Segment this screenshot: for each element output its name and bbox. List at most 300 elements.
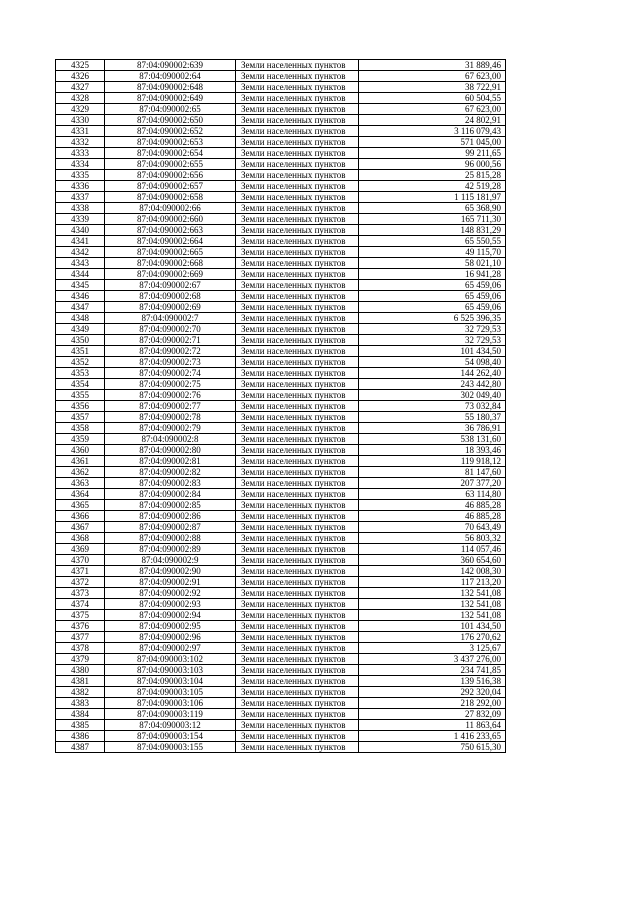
cadastral-value-cell: 32 729,53 [359, 335, 506, 346]
cadastral-number-cell: 87:04:090002:93 [105, 599, 236, 610]
cadastral-value-cell: 73 032,84 [359, 401, 506, 412]
cadastral-number-cell: 87:04:090002:65 [105, 104, 236, 115]
land-category-cell: Земли населенных пунктов [236, 225, 359, 236]
cadastral-number-cell: 87:04:090002:664 [105, 236, 236, 247]
row-number-cell: 4330 [56, 115, 105, 126]
cadastral-value-cell: 176 270,62 [359, 632, 506, 643]
table-row [56, 71, 506, 82]
table-row [56, 544, 506, 555]
table-row [56, 742, 506, 753]
land-category-cell: Земли населенных пунктов [236, 324, 359, 335]
land-category-cell: Земли населенных пунктов [236, 412, 359, 423]
row-number-cell: 4375 [56, 610, 105, 621]
cadastral-number-cell: 87:04:090002:84 [105, 489, 236, 500]
table-row [56, 280, 506, 291]
row-number-cell: 4365 [56, 500, 105, 511]
cadastral-number-cell: 87:04:090002:639 [105, 60, 236, 71]
row-number-cell: 4326 [56, 71, 105, 82]
cadastral-number-cell: 87:04:090002:652 [105, 126, 236, 137]
land-category-cell: Земли населенных пунктов [236, 368, 359, 379]
row-number-cell: 4358 [56, 423, 105, 434]
cadastral-number-cell: 87:04:090002:83 [105, 478, 236, 489]
cadastral-value-cell: 1 115 181,97 [359, 192, 506, 203]
row-number-cell: 4380 [56, 665, 105, 676]
cadastral-value-cell: 101 434,50 [359, 346, 506, 357]
cadastral-value-cell: 25 815,28 [359, 170, 506, 181]
cadastral-value-cell: 3 125,67 [359, 643, 506, 654]
cadastral-value-cell: 38 722,91 [359, 82, 506, 93]
cadastral-value-cell: 117 213,20 [359, 577, 506, 588]
land-category-cell: Земли населенных пунктов [236, 82, 359, 93]
land-category-cell: Земли населенных пунктов [236, 434, 359, 445]
land-category-cell: Земли населенных пунктов [236, 665, 359, 676]
land-category-cell: Земли населенных пунктов [236, 621, 359, 632]
cadastral-value-cell: 24 802,91 [359, 115, 506, 126]
cadastral-number-cell: 87:04:090003:105 [105, 687, 236, 698]
land-category-cell: Земли населенных пунктов [236, 346, 359, 357]
land-category-cell: Земли населенных пунктов [236, 401, 359, 412]
cadastral-number-cell: 87:04:090002:74 [105, 368, 236, 379]
table-row [56, 731, 506, 742]
row-number-cell: 4325 [56, 60, 105, 71]
cadastral-value-cell: 54 098,40 [359, 357, 506, 368]
cadastral-value-cell: 96 000,56 [359, 159, 506, 170]
cadastral-number-cell: 87:04:090002:76 [105, 390, 236, 401]
land-category-cell: Земли населенных пунктов [236, 500, 359, 511]
document-page [55, 59, 506, 753]
land-category-cell: Земли населенных пунктов [236, 643, 359, 654]
table-row [56, 599, 506, 610]
row-number-cell: 4346 [56, 291, 105, 302]
table-row [56, 533, 506, 544]
land-category-cell: Земли населенных пунктов [236, 731, 359, 742]
table-row [56, 324, 506, 335]
cadastral-value-cell: 114 057,46 [359, 544, 506, 555]
cadastral-number-cell: 87:04:090002:87 [105, 522, 236, 533]
row-number-cell: 4347 [56, 302, 105, 313]
cadastral-value-cell: 132 541,08 [359, 588, 506, 599]
row-number-cell: 4381 [56, 676, 105, 687]
land-category-cell: Земли населенных пунктов [236, 544, 359, 555]
row-number-cell: 4334 [56, 159, 105, 170]
table-row [56, 225, 506, 236]
cadastral-value-cell: 49 115,70 [359, 247, 506, 258]
table-row [56, 148, 506, 159]
table-row [56, 588, 506, 599]
table-row [56, 709, 506, 720]
cadastral-value-cell: 139 516,38 [359, 676, 506, 687]
cadastral-number-cell: 87:04:090002:85 [105, 500, 236, 511]
cadastral-number-cell: 87:04:090003:106 [105, 698, 236, 709]
row-number-cell: 4363 [56, 478, 105, 489]
table-row [56, 390, 506, 401]
table-row [56, 720, 506, 731]
land-category-cell: Земли населенных пунктов [236, 698, 359, 709]
land-category-cell: Земли населенных пунктов [236, 720, 359, 731]
cadastral-value-cell: 31 889,46 [359, 60, 506, 71]
table-row [56, 170, 506, 181]
cadastral-number-cell: 87:04:090002:67 [105, 280, 236, 291]
cadastral-value-cell: 234 741,85 [359, 665, 506, 676]
table-row [56, 159, 506, 170]
land-category-cell: Земли населенных пунктов [236, 610, 359, 621]
cadastral-number-cell: 87:04:090002:657 [105, 181, 236, 192]
cadastral-number-cell: 87:04:090002:78 [105, 412, 236, 423]
land-cadastre-table [55, 59, 506, 753]
cadastral-value-cell: 67 623,00 [359, 71, 506, 82]
row-number-cell: 4361 [56, 456, 105, 467]
cadastral-number-cell: 87:04:090002:79 [105, 423, 236, 434]
row-number-cell: 4353 [56, 368, 105, 379]
cadastral-number-cell: 87:04:090002:97 [105, 643, 236, 654]
land-category-cell: Земли населенных пунктов [236, 93, 359, 104]
row-number-cell: 4369 [56, 544, 105, 555]
cadastral-value-cell: 750 615,30 [359, 742, 506, 753]
row-number-cell: 4378 [56, 643, 105, 654]
row-number-cell: 4370 [56, 555, 105, 566]
row-number-cell: 4385 [56, 720, 105, 731]
cadastral-number-cell: 87:04:090002:72 [105, 346, 236, 357]
land-category-cell: Земли населенных пунктов [236, 247, 359, 258]
land-category-cell: Земли населенных пунктов [236, 599, 359, 610]
cadastral-number-cell: 87:04:090002:658 [105, 192, 236, 203]
cadastral-number-cell: 87:04:090002:665 [105, 247, 236, 258]
land-category-cell: Земли населенных пунктов [236, 390, 359, 401]
table-row [56, 643, 506, 654]
cadastral-number-cell: 87:04:090002:70 [105, 324, 236, 335]
row-number-cell: 4327 [56, 82, 105, 93]
cadastral-value-cell: 571 045,00 [359, 137, 506, 148]
row-number-cell: 4337 [56, 192, 105, 203]
table-row [56, 379, 506, 390]
table-row [56, 269, 506, 280]
row-number-cell: 4344 [56, 269, 105, 280]
cadastral-value-cell: 81 147,60 [359, 467, 506, 478]
land-category-cell: Земли населенных пунктов [236, 654, 359, 665]
cadastral-number-cell: 87:04:090002:7 [105, 313, 236, 324]
table-row [56, 60, 506, 71]
cadastral-number-cell: 87:04:090002:650 [105, 115, 236, 126]
cadastral-value-cell: 42 519,28 [359, 181, 506, 192]
table-row [56, 654, 506, 665]
table-row [56, 291, 506, 302]
land-category-cell: Земли населенных пунктов [236, 126, 359, 137]
land-category-cell: Земли населенных пунктов [236, 236, 359, 247]
cadastral-number-cell: 87:04:090003:102 [105, 654, 236, 665]
row-number-cell: 4343 [56, 258, 105, 269]
cadastral-number-cell: 87:04:090002:89 [105, 544, 236, 555]
row-number-cell: 4377 [56, 632, 105, 643]
cadastral-number-cell: 87:04:090002:66 [105, 203, 236, 214]
cadastral-number-cell: 87:04:090002:69 [105, 302, 236, 313]
cadastral-value-cell: 119 918,12 [359, 456, 506, 467]
table-row [56, 203, 506, 214]
cadastral-value-cell: 3 437 276,00 [359, 654, 506, 665]
land-category-cell: Земли населенных пунктов [236, 489, 359, 500]
table-row [56, 434, 506, 445]
table-row [56, 82, 506, 93]
row-number-cell: 4373 [56, 588, 105, 599]
table-row [56, 214, 506, 225]
row-number-cell: 4360 [56, 445, 105, 456]
cadastral-value-cell: 65 459,06 [359, 280, 506, 291]
cadastral-number-cell: 87:04:090002:68 [105, 291, 236, 302]
land-category-cell: Земли населенных пунктов [236, 522, 359, 533]
land-category-cell: Земли населенных пунктов [236, 676, 359, 687]
cadastral-value-cell: 302 049,40 [359, 390, 506, 401]
row-number-cell: 4362 [56, 467, 105, 478]
cadastral-number-cell: 87:04:090002:669 [105, 269, 236, 280]
land-category-cell: Земли населенных пунктов [236, 511, 359, 522]
cadastral-number-cell: 87:04:090002:92 [105, 588, 236, 599]
table-body [56, 60, 506, 753]
cadastral-number-cell: 87:04:090002:64 [105, 71, 236, 82]
row-number-cell: 4386 [56, 731, 105, 742]
land-category-cell: Земли населенных пунктов [236, 379, 359, 390]
table-row [56, 313, 506, 324]
table-row [56, 368, 506, 379]
land-category-cell: Земли населенных пунктов [236, 478, 359, 489]
cadastral-value-cell: 218 292,00 [359, 698, 506, 709]
cadastral-value-cell: 148 831,29 [359, 225, 506, 236]
cadastral-number-cell: 87:04:090002:91 [105, 577, 236, 588]
cadastral-value-cell: 1 416 233,65 [359, 731, 506, 742]
cadastral-number-cell: 87:04:090002:95 [105, 621, 236, 632]
cadastral-number-cell: 87:04:090002:88 [105, 533, 236, 544]
table-row [56, 566, 506, 577]
row-number-cell: 4332 [56, 137, 105, 148]
cadastral-value-cell: 32 729,53 [359, 324, 506, 335]
table-row [56, 126, 506, 137]
land-category-cell: Земли населенных пунктов [236, 115, 359, 126]
land-category-cell: Земли населенных пунктов [236, 159, 359, 170]
cadastral-number-cell: 87:04:090002:648 [105, 82, 236, 93]
cadastral-number-cell: 87:04:090003:119 [105, 709, 236, 720]
row-number-cell: 4342 [56, 247, 105, 258]
table-row [56, 500, 506, 511]
row-number-cell: 4372 [56, 577, 105, 588]
cadastral-number-cell: 87:04:090003:12 [105, 720, 236, 731]
land-category-cell: Земли населенных пунктов [236, 423, 359, 434]
row-number-cell: 4354 [56, 379, 105, 390]
cadastral-value-cell: 142 008,30 [359, 566, 506, 577]
row-number-cell: 4338 [56, 203, 105, 214]
land-category-cell: Земли населенных пунктов [236, 467, 359, 478]
cadastral-value-cell: 3 116 079,43 [359, 126, 506, 137]
row-number-cell: 4341 [56, 236, 105, 247]
land-category-cell: Земли населенных пунктов [236, 742, 359, 753]
row-number-cell: 4340 [56, 225, 105, 236]
cadastral-value-cell: 55 180,37 [359, 412, 506, 423]
cadastral-number-cell: 87:04:090003:155 [105, 742, 236, 753]
table-row [56, 346, 506, 357]
cadastral-number-cell: 87:04:090002:663 [105, 225, 236, 236]
table-row [56, 511, 506, 522]
table-row [56, 181, 506, 192]
land-category-cell: Земли населенных пунктов [236, 148, 359, 159]
row-number-cell: 4348 [56, 313, 105, 324]
row-number-cell: 4328 [56, 93, 105, 104]
cadastral-number-cell: 87:04:090002:75 [105, 379, 236, 390]
cadastral-value-cell: 65 459,06 [359, 302, 506, 313]
row-number-cell: 4351 [56, 346, 105, 357]
row-number-cell: 4367 [56, 522, 105, 533]
cadastral-number-cell: 87:04:090003:154 [105, 731, 236, 742]
cadastral-value-cell: 67 623,00 [359, 104, 506, 115]
row-number-cell: 4356 [56, 401, 105, 412]
row-number-cell: 4371 [56, 566, 105, 577]
table-row [56, 445, 506, 456]
table-row [56, 302, 506, 313]
table-row [56, 698, 506, 709]
table-row [56, 357, 506, 368]
cadastral-value-cell: 292 320,04 [359, 687, 506, 698]
table-row [56, 115, 506, 126]
row-number-cell: 4349 [56, 324, 105, 335]
row-number-cell: 4364 [56, 489, 105, 500]
cadastral-value-cell: 60 504,55 [359, 93, 506, 104]
land-category-cell: Земли населенных пунктов [236, 302, 359, 313]
cadastral-number-cell: 87:04:090002:80 [105, 445, 236, 456]
row-number-cell: 4366 [56, 511, 105, 522]
row-number-cell: 4357 [56, 412, 105, 423]
land-category-cell: Земли населенных пунктов [236, 104, 359, 115]
cadastral-value-cell: 11 863,64 [359, 720, 506, 731]
cadastral-value-cell: 65 459,06 [359, 291, 506, 302]
table-row [56, 610, 506, 621]
cadastral-value-cell: 46 885,28 [359, 511, 506, 522]
cadastral-number-cell: 87:04:090002:81 [105, 456, 236, 467]
row-number-cell: 4382 [56, 687, 105, 698]
land-category-cell: Земли населенных пунктов [236, 357, 359, 368]
cadastral-value-cell: 46 885,28 [359, 500, 506, 511]
cadastral-value-cell: 360 654,60 [359, 555, 506, 566]
table-row [56, 632, 506, 643]
land-category-cell: Земли населенных пунктов [236, 555, 359, 566]
land-category-cell: Земли населенных пунктов [236, 192, 359, 203]
cadastral-number-cell: 87:04:090002:86 [105, 511, 236, 522]
land-category-cell: Земли населенных пунктов [236, 456, 359, 467]
cadastral-value-cell: 132 541,08 [359, 599, 506, 610]
land-category-cell: Земли населенных пунктов [236, 687, 359, 698]
table-row [56, 258, 506, 269]
cadastral-number-cell: 87:04:090002:96 [105, 632, 236, 643]
cadastral-number-cell: 87:04:090002:77 [105, 401, 236, 412]
row-number-cell: 4350 [56, 335, 105, 346]
row-number-cell: 4331 [56, 126, 105, 137]
cadastral-value-cell: 132 541,08 [359, 610, 506, 621]
land-category-cell: Земли населенных пунктов [236, 577, 359, 588]
cadastral-number-cell: 87:04:090002:73 [105, 357, 236, 368]
table-row [56, 93, 506, 104]
land-category-cell: Земли населенных пунктов [236, 313, 359, 324]
table-row [56, 401, 506, 412]
cadastral-value-cell: 65 368,90 [359, 203, 506, 214]
table-row [56, 192, 506, 203]
table-row [56, 676, 506, 687]
row-number-cell: 4379 [56, 654, 105, 665]
cadastral-number-cell: 87:04:090002:654 [105, 148, 236, 159]
table-row [56, 522, 506, 533]
cadastral-number-cell: 87:04:090003:103 [105, 665, 236, 676]
land-category-cell: Земли населенных пунктов [236, 291, 359, 302]
land-category-cell: Земли населенных пунктов [236, 445, 359, 456]
cadastral-value-cell: 144 262,40 [359, 368, 506, 379]
land-category-cell: Земли населенных пунктов [236, 588, 359, 599]
cadastral-number-cell: 87:04:090002:82 [105, 467, 236, 478]
table-row [56, 247, 506, 258]
land-category-cell: Земли населенных пунктов [236, 203, 359, 214]
row-number-cell: 4335 [56, 170, 105, 181]
table-row [56, 412, 506, 423]
cadastral-number-cell: 87:04:090002:71 [105, 335, 236, 346]
row-number-cell: 4345 [56, 280, 105, 291]
cadastral-value-cell: 99 211,65 [359, 148, 506, 159]
table-row [56, 577, 506, 588]
cadastral-number-cell: 87:04:090002:9 [105, 555, 236, 566]
row-number-cell: 4336 [56, 181, 105, 192]
row-number-cell: 4329 [56, 104, 105, 115]
cadastral-number-cell: 87:04:090002:649 [105, 93, 236, 104]
table-row [56, 137, 506, 148]
table-row [56, 489, 506, 500]
land-category-cell: Земли населенных пунктов [236, 170, 359, 181]
table-row [56, 467, 506, 478]
cadastral-value-cell: 36 786,91 [359, 423, 506, 434]
row-number-cell: 4352 [56, 357, 105, 368]
row-number-cell: 4383 [56, 698, 105, 709]
cadastral-value-cell: 18 393,46 [359, 445, 506, 456]
cadastral-number-cell: 87:04:090002:8 [105, 434, 236, 445]
table-row [56, 665, 506, 676]
table-row [56, 423, 506, 434]
land-category-cell: Земли населенных пунктов [236, 137, 359, 148]
row-number-cell: 4339 [56, 214, 105, 225]
land-category-cell: Земли населенных пунктов [236, 71, 359, 82]
cadastral-value-cell: 65 550,55 [359, 236, 506, 247]
row-number-cell: 4374 [56, 599, 105, 610]
land-category-cell: Земли населенных пунктов [236, 566, 359, 577]
cadastral-number-cell: 87:04:090002:94 [105, 610, 236, 621]
land-category-cell: Земли населенных пунктов [236, 709, 359, 720]
cadastral-number-cell: 87:04:090003:104 [105, 676, 236, 687]
row-number-cell: 4384 [56, 709, 105, 720]
cadastral-value-cell: 27 832,09 [359, 709, 506, 720]
table-row [56, 456, 506, 467]
land-category-cell: Земли населенных пунктов [236, 533, 359, 544]
land-category-cell: Земли населенных пунктов [236, 60, 359, 71]
row-number-cell: 4333 [56, 148, 105, 159]
land-category-cell: Земли населенных пунктов [236, 269, 359, 280]
land-category-cell: Земли населенных пунктов [236, 258, 359, 269]
row-number-cell: 4387 [56, 742, 105, 753]
table-row [56, 687, 506, 698]
cadastral-number-cell: 87:04:090002:90 [105, 566, 236, 577]
cadastral-value-cell: 101 434,50 [359, 621, 506, 632]
cadastral-value-cell: 243 442,80 [359, 379, 506, 390]
table-row [56, 236, 506, 247]
cadastral-value-cell: 538 131,60 [359, 434, 506, 445]
cadastral-value-cell: 165 711,30 [359, 214, 506, 225]
land-category-cell: Земли населенных пунктов [236, 214, 359, 225]
land-category-cell: Земли населенных пунктов [236, 335, 359, 346]
table-row [56, 621, 506, 632]
land-category-cell: Земли населенных пунктов [236, 181, 359, 192]
table-row [56, 478, 506, 489]
cadastral-value-cell: 70 643,49 [359, 522, 506, 533]
row-number-cell: 4355 [56, 390, 105, 401]
table-row [56, 335, 506, 346]
